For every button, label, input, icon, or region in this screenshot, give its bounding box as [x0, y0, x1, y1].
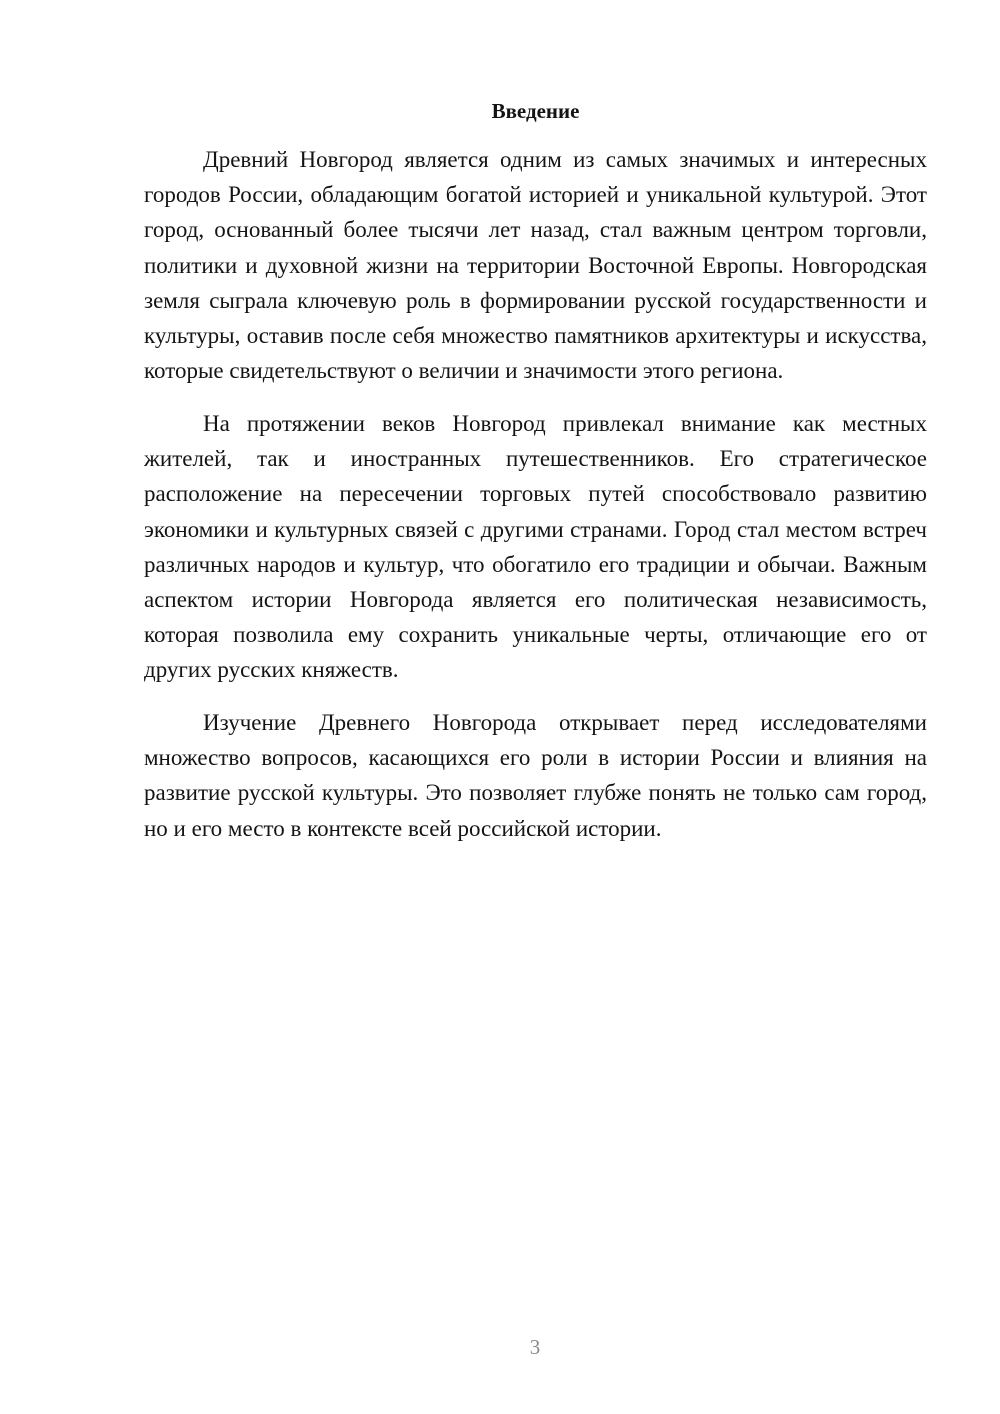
paragraph-2: На протяжении веков Новгород привлекал внимание как местных жителей, так и иностранных путешественников. Его стратегическое расположение на пересечении торговых путей способствовало развитию экономики и культурных связей с другими странами. Город стал местом встреч различных народов и культур, что обогатило его традиции и обычаи. Важным аспектом истории Новгорода является его политическая независимость, которая позволила ему сохранить уникальные черты, отличающие его от других русских княжеств.	[144, 410, 927, 683]
section-heading: Введение	[491, 99, 580, 123]
paragraph-1: Древний Новгород является одним из самых значимых и интересных городов России, обладающим богатой историей и уникальной культурой. Этот город, основанный более тысячи лет назад, стал важным центром торговли, политики и духовной жизни на территории Восточной Европы. Новгородская земля сыграла ключевую роль в формировании русской государственности и культуры, оставив после себя множество памятников архитектуры и искусства, которые свидетельствуют о величии и значимости этого региона.	[144, 147, 927, 384]
body-text	[144, 142, 927, 863]
page-number: 3	[529, 1335, 541, 1359]
paragraph-3: Изучение Древнего Новгорода открывает перед исследователями множество вопросов, касающихся его роли в истории России и влияния на развитие русской культуры. Это позволяет глубже понять не только сам город, но и его место в контексте всей российской истории.	[144, 710, 927, 841]
